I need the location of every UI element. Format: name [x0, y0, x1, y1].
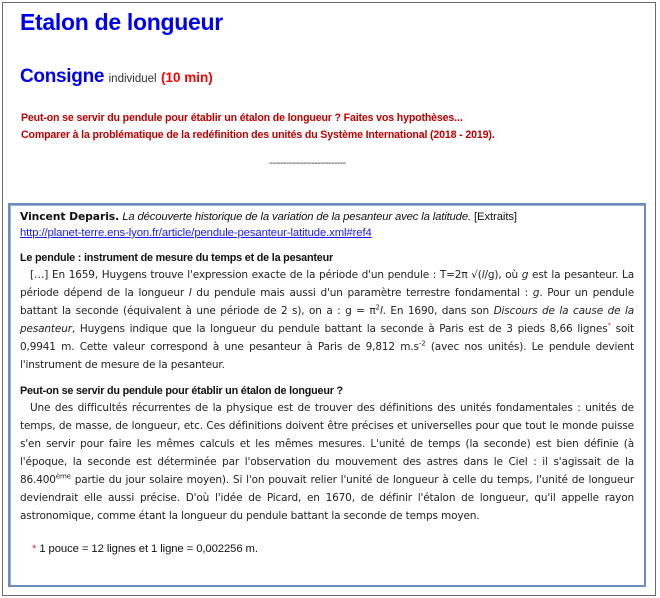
- section-heading-etalon: Peut-on se servir du pendule pour établir un étalon de longueur ?: [20, 385, 343, 397]
- page-title: Etalon de longueur: [20, 9, 223, 35]
- duration: (10 min): [161, 70, 213, 85]
- excerpt-box: [8, 203, 646, 587]
- footnote-marker: *: [607, 321, 611, 330]
- separator: ---------------------------: [269, 158, 346, 169]
- consigne-heading: Consigne: [20, 66, 105, 87]
- question-2: Comparer à la problématique de la redéfinition des unités du Système International (2018 - 2019).: [21, 129, 495, 141]
- consigne-line: [20, 66, 213, 88]
- paragraph-pendule: […] En 1659, Huygens trouve l'expression exacte de la période d'un pendule : T=2π √(l/g), où g est la pesanteur. La période dépend de la longueur l du pendule mais aussi d'un paramètre terrestre fondamental : g. Pour un pendule battant la seconde (équivalent à une période de 2 s), on a : $g = \pi^2l$. En 1690, dans son Discours de la cause de la pesanteur, Huygens indique que la longueur du pendule battant la seconde à Paris est de 3 pieds 8,66 lignes* soit 0,9941 m. Cette valeur correspond à une pesanteur à Paris de 9,812 $m.s^{-2}$ (avec nos unités). Le pendule devient l'instrument de mesure de la pesanteur.: [20, 269, 635, 371]
- section-heading-pendule: Le pendule : instrument de mesure du temps et de la pesanteur: [20, 252, 333, 264]
- footnote-star: *: [32, 543, 37, 555]
- footnote-text: 1 pouce = 12 lignes et 1 ligne = 0,002256 m.: [36, 543, 258, 555]
- work-mode: individuel: [108, 73, 157, 85]
- citation: [20, 209, 634, 225]
- paragraph-etalon: Une des difficultés récurrentes de la physique est de trouver des définitions des unités fondamentales : unités de temps, de masse, de longueur, etc. Ces définitions doivent être précises et universelles pour que tout le monde puisse s'en servir pour faire les mêmes calculs et les mêmes mesures. L'unité de temps (la seconde) est bien définie (à l'époque, la seconde est déterminée par l'observation du mouvement des astres dans le Ciel : il s'agissait de la 86.400ème partie du jour solaire moyen). Si l'on pouvait relier l'unité de longueur à celle du temps, l'unité de longueur deviendrait elle aussi précise. D'où l'idée de Picard, en 1670, de définir l'étalon de longueur, qu'il appelle rayon astronomique, comme étant la longueur du pendule battant la seconde de temps moyen.: [20, 402, 634, 522]
- footnote: [32, 543, 634, 555]
- excerpt-note: [Extraits]: [474, 211, 517, 223]
- source-link[interactable]: http://planet-terre.ens-lyon.fr/article/pendule-pesanteur-latitude.xml#ref4: [20, 227, 372, 239]
- work-title: La découverte historique de la variation de la pesanteur avec la latitude.: [122, 211, 471, 223]
- questions: [21, 110, 495, 144]
- question-1: Peut-on se servir du pendule pour établir un étalon de longueur ? Faites vos hypothèses...: [21, 112, 463, 124]
- author: Vincent Deparis.: [20, 210, 120, 223]
